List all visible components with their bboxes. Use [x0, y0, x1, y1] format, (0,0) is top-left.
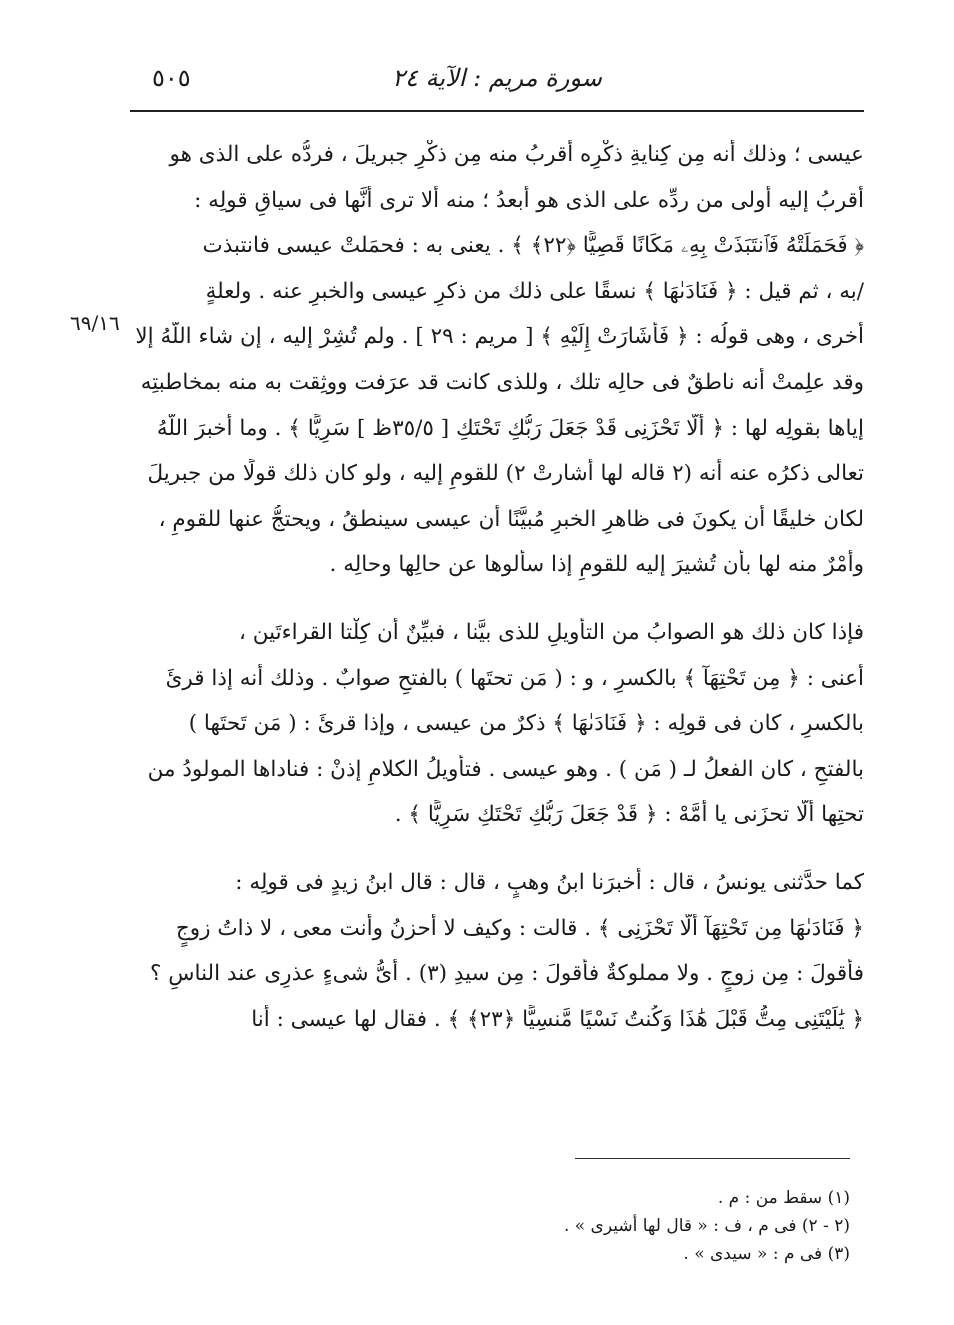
footnote: (١) سقط من : م .	[717, 1188, 850, 1208]
text-line: بالكسرِ ، كان فى قولِه : ﴿ فَنَادَىٰهَا ﴾ ذكرٌ من عيسى ، وإذا قرئَ : ( مَن تَحتَها )	[188, 711, 864, 737]
text-line: عيسى ؛ وذلك أنه مِن كِنايةِ ذكْرِه أقربُ منه مِن ذكْرِ جبريلَ ، فردُّه على الذى هو	[169, 142, 864, 167]
text-line: وأمْرٌ منه لها بأن تُشيرَ إليه للقومِ إذا سألوها عن حالِها وحالِه .	[329, 552, 864, 578]
text-line: ﴿ فَنَادَىٰهَا مِن تَحْتِهَآ أَلَّا تَحْزَنِى ﴾ . قالت : وكيف لا أحزنُ وأنت معى ، لا ذاتُ زوجٍ	[175, 915, 864, 941]
text-line: أُخرى ، وهى قولُه : ﴿ فَأَشَارَتْ إِلَيْهِ ﴾ [ مريم : ٢٩ ] . ولم تُشِرْ إليه ، إن شاء اللَّهُ إلا	[135, 324, 864, 350]
header-rule	[130, 110, 864, 112]
footnotes	[420, 1184, 850, 1268]
text-line: ﴿ يَٰلَيْتَنِى مِتُّ قَبْلَ هَٰذَا وَكُنتُ نَسْيًا مَّنسِيًّا ﴿٢٣﴾ ﴾ . فقال لها عيسى : أنا	[251, 1006, 864, 1032]
main-text	[130, 140, 864, 1072]
paragraph-1	[130, 140, 864, 596]
paragraph-2	[130, 618, 864, 846]
text-line: إياها بقولِه لها : ﴿ أَلَّا تَحْزَنِى قَدْ جَعَلَ رَبُّكِ تَحْتَكِ [ ٣٥/٥ظ ] سَرِيًّا ﴾ . وما أخبرَ اللَّهُ	[156, 415, 864, 441]
text-line: لكان خليقًا أن يكونَ فى ظاهرِ الخبرِ مُبيَّنًا أن عيسى سينطقُ ، ويحتجُّ عنها للقومِ ،	[158, 506, 864, 532]
margin-reference: ٦٩/١٦	[70, 311, 120, 335]
running-title: سورة مريم : الآية ٢٤	[392, 64, 602, 92]
text-line: /به ، ثم قيل : ﴿ فَنَادَىٰهَا ﴾ نسقًا على ذلك من ذكرِ عيسى والخبرِ عنه . ولعلةٍ	[205, 278, 864, 304]
text-line: فأقولَ : مِن زوجٍ . ولا مملوكةٌ فأقولَ : مِن سيدِ (٣) . أىُّ شىءٍ عذرِى عند الناسِ ؟	[150, 961, 864, 987]
text-line: أعنى : ﴿ مِن تَحْتِهَآ ﴾ بالكسرِ ، و : ( مَن تحتَها ) بالفتحِ صوابٌ . وذلك أنه إذا قرئَ	[165, 665, 864, 691]
text-line: تعالى ذكرُه عنه أنه (٢ قاله لها أشارتْ ٢) للقومِ إليه ، ولو كان ذلك قولًا من جبريلَ	[147, 461, 864, 487]
page-header	[130, 52, 864, 112]
text-line: بالفتحِ ، كان الفعلُ لـ ( مَن ) . وهو عيسى . فتأويلُ الكلامِ إذنْ : فناداها المولودُ من	[147, 756, 864, 782]
footnote: (٣) فى م : « سيدى » .	[683, 1244, 850, 1264]
paragraph-3	[130, 868, 864, 1050]
text-line: كما حدَّثنى يونسُ ، قال : أخبرَنا ابنُ وهبٍ ، قال : قال ابنُ زيدٍ فى قولِه :	[235, 869, 864, 895]
footnote-rule	[575, 1158, 850, 1159]
text-line: فإذا كان ذلك هو الصوابُ من التأويلِ للذى بيَّنا ، فبيِّنٌ أن كِلْتا القراءتَين ،	[238, 619, 864, 645]
text-line: أقربُ إليه أولى من ردِّه على الذى هو أبعدُ ؛ منه ألا ترى أنَّها فى سياقِ قولِه :	[194, 187, 864, 213]
footnote: (٢ - ٢) فى م ، ف : « قال لها أشيرى » .	[563, 1216, 850, 1236]
text-line: تحتِها ألَّا تحزَنى يا أُمَّهْ : ﴿ قَدْ جَعَلَ رَبُّكِ تَحْتَكِ سَرِيًّا ﴾ .	[394, 802, 864, 828]
text-line: ﴿ فَحَمَلَتْهُ فَٱنتَبَذَتْ بِهِۦ مَكَانًا قَصِيًّا ﴿٢٢﴾ ﴾ . يعنى به : فحمَلتْ عيسى فانتبذت	[202, 233, 864, 259]
page-number: ٥٠٥	[152, 64, 191, 92]
text-line: وقد علِمتْ أنه ناطقٌ فى حالِه تلك ، وللذى كانت قد عرَفت ووثِقت به منه بمخاطبتِه	[140, 369, 864, 395]
